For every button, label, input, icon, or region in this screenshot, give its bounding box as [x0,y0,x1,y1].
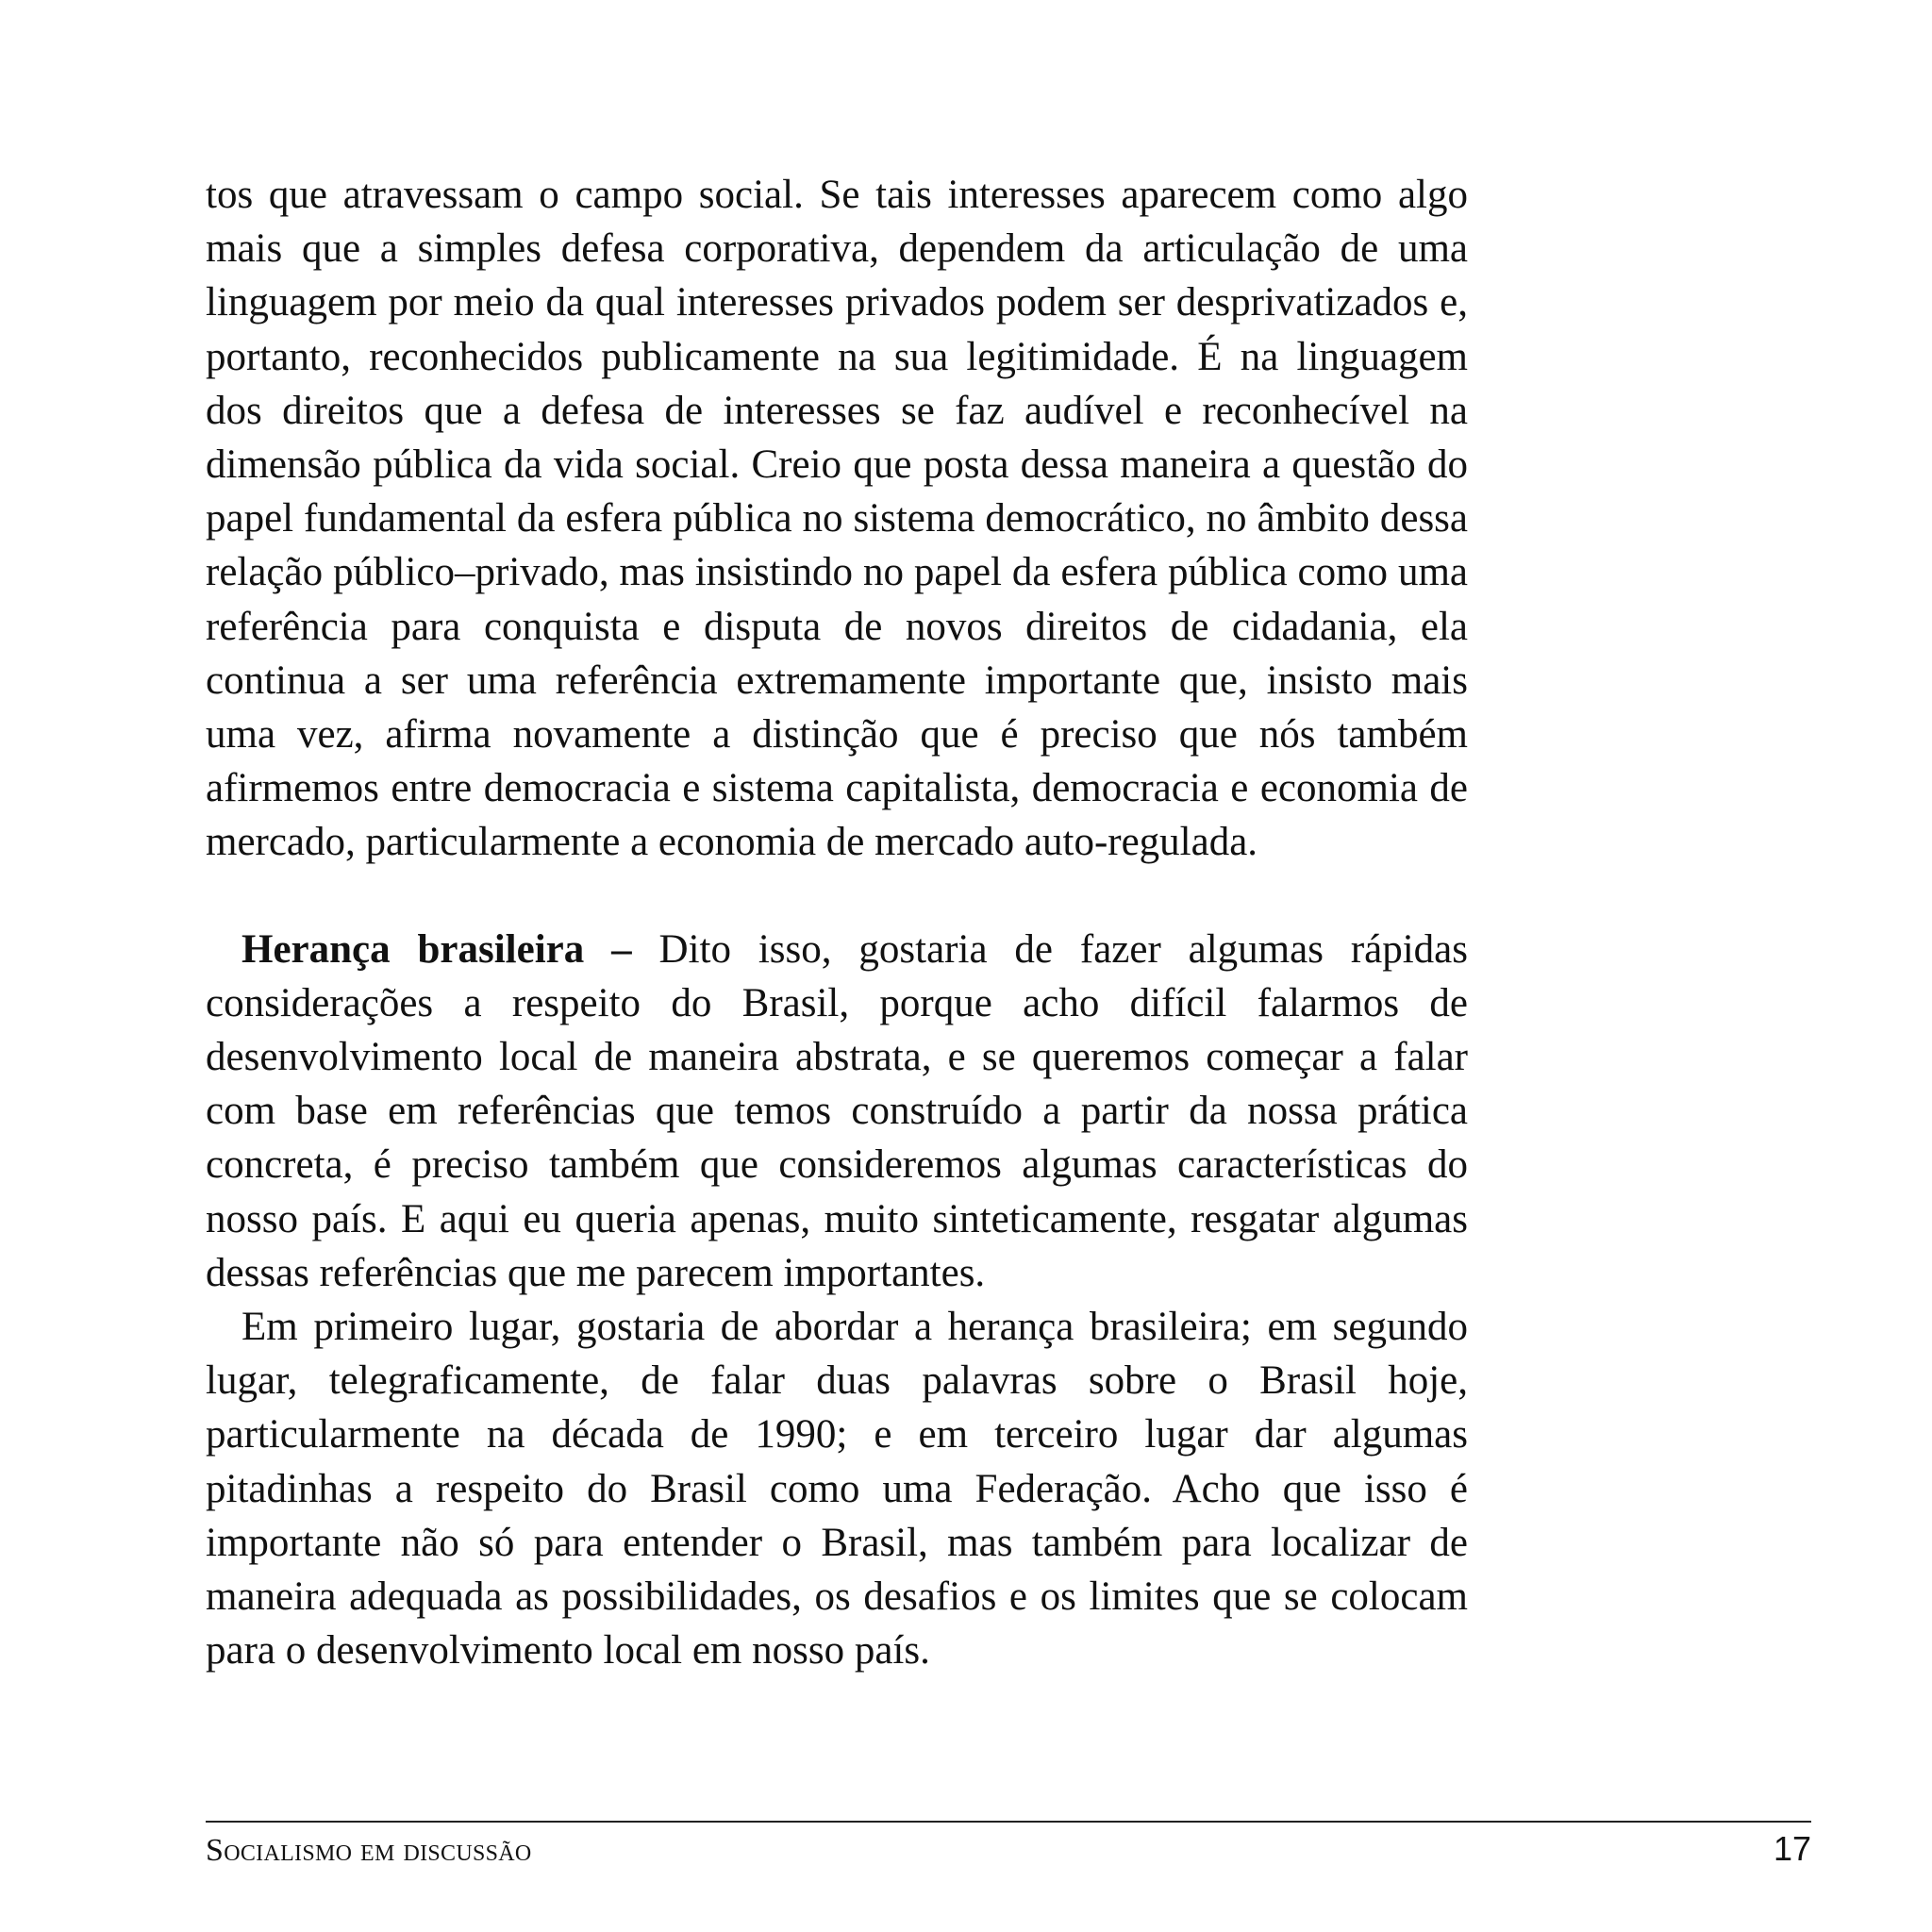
body-text [206,168,1468,1677]
paragraph [206,923,1468,1300]
paragraph: Em primeiro lugar, gostaria de abordar a herança brasileira; em segundo lugar, telegraficamente, de falar duas palavras sobre o Brasil hoje, particularmente na década de 1990; e em terceiro lugar dar algumas pitadinhas a respeito do Brasil como uma Federação. Acho que isso é importante não só para entender o Brasil, mas também para localizar de maneira adequada as possibilidades, os desafios e os limites que se colocam para o desenvolvimento local em nosso país. [206,1305,1468,1674]
page-number: 17 [1773,1829,1811,1868]
paragraph: tos que atravessam o campo social. Se tais interesses aparecem como algo mais que a simples defesa corporativa, dependem da articulação de uma linguagem por meio da qual interesses privados podem ser desprivatizados e, portanto, reconhecidos publicamente na sua legitimidade. É na linguagem dos direitos que a defesa de interesses se faz audível e reconhecível na dimensão pública da vida social. Creio que posta dessa maneira a questão do papel fundamental da esfera pública no sistema democrático, no âmbito dessa relação público–privado, mas insistindo no papel da esfera pública como uma referência para conquista e disputa de novos direitos de cidadania, ela continua a ser uma referência extremamente importante que, insisto mais uma vez, afirma novamente a distinção que é preciso que nós também afirmemos entre democracia e sistema capitalista, democracia e economia de mercado, particularmente a economia de mercado auto-regulada. [206,173,1468,865]
footer-divider [206,1821,1811,1823]
running-footer-title: Socialismo em discussão [206,1833,532,1868]
paragraph-text: Dito isso, gostaria de fazer algumas rápidas considerações a respeito do Brasil, porque acho difícil falarmos de desenvolvimento local de maneira abstrata, e se queremos começar a falar com base em referências que temos construído a partir da nossa prática concreta, é preciso também que consideremos algumas características do nosso país. E aqui eu queria apenas, muito sinteticamente, resgatar algumas dessas referências que me parecem importantes. [206,926,1469,1295]
section-heading: Herança brasileira – [242,926,632,972]
